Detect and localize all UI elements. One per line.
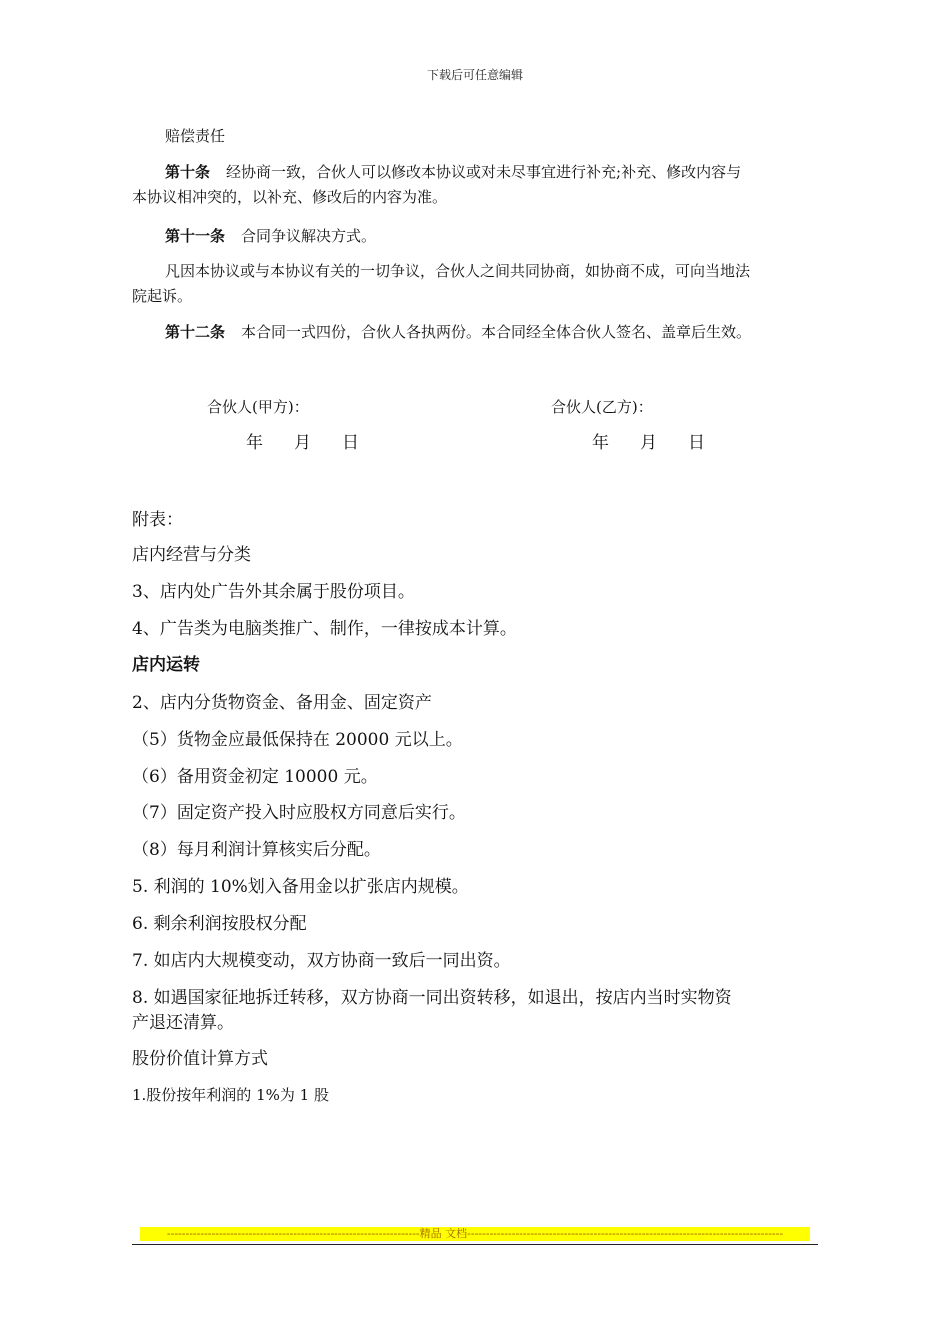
- article-11: [165, 224, 376, 249]
- party-a-month: 月: [294, 433, 311, 453]
- party-b-year: 年: [592, 433, 609, 453]
- list-item-7: 7. 如店内大规模变动，双方协商一致后一同出资。: [132, 951, 511, 971]
- party-a-day: 日: [342, 433, 359, 453]
- section-share-value: 股份价值计算方式: [132, 1049, 268, 1069]
- list-item-4: 4、广告类为电脑类推广、制作，一律按成本计算。: [132, 619, 517, 639]
- article-10-label: 第十条: [165, 163, 211, 181]
- section-business-category: 店内经营与分类: [132, 545, 251, 565]
- sub-item-8: （8）每月利润计算核实后分配。: [132, 840, 381, 860]
- party-b-label: 合伙人(乙方)：: [551, 398, 653, 416]
- list-item-8: 8. 如遇国家征地拆迁转移，双方协商一同出资转移，如退出，按店内当时实物资: [132, 988, 732, 1008]
- section-store-operation: 店内运转: [132, 655, 200, 675]
- party-a-date: [246, 430, 359, 456]
- article-12: [165, 320, 751, 345]
- footer-banner: --------------------------------------------------------------------精品 文档-------------------------------------------------------------------------------------: [140, 1227, 810, 1241]
- article-10-text: 经协商一致，合伙人可以修改本协议或对未尽事宜进行补充;补充、修改内容与: [226, 163, 742, 181]
- sub-item-7: （7）固定资产投入时应股权方同意后实行。: [132, 803, 466, 823]
- footer-divider: [132, 1244, 818, 1245]
- list-item-6: 6. 剩余利润按股权分配: [132, 914, 307, 934]
- article-11-detail-cont: 院起诉。: [132, 287, 193, 305]
- party-a-label: 合伙人(甲方)：: [207, 398, 309, 416]
- sub-item-5: （5）货物金应最低保持在 20000 元以上。: [132, 730, 463, 750]
- page-header: 下载后可任意编辑: [426, 68, 523, 82]
- list-item-3: 3、店内处广告外其余属于股份项目。: [132, 582, 415, 602]
- party-a-year: 年: [246, 433, 263, 453]
- sub-item-6: （6）备用资金初定 10000 元。: [132, 767, 378, 787]
- appendix-title: 附表：: [132, 510, 183, 530]
- article-10-cont: 本协议相冲突的，以补充、修改后的内容为准。: [132, 188, 448, 206]
- party-b-month: 月: [640, 433, 657, 453]
- paragraph-compensation: 赔偿责任: [165, 127, 226, 145]
- share-item-1: 1.股份按年利润的 1%为 1 股: [132, 1086, 329, 1104]
- article-11-label: 第十一条: [165, 227, 226, 245]
- article-11-text: 合同争议解决方式。: [241, 227, 377, 245]
- list-item-8-cont: 产退还清算。: [132, 1013, 234, 1033]
- article-10: [165, 160, 741, 185]
- article-12-text: 本合同一式四份，合伙人各执两份。本合同经全体合伙人签名、盖章后生效。: [241, 323, 752, 341]
- article-11-detail: 凡因本协议或与本协议有关的一切争议，合伙人之间共同协商，如协商不成，可向当地法: [165, 262, 751, 280]
- party-b-day: 日: [688, 433, 705, 453]
- party-b-date: [592, 430, 705, 456]
- article-12-label: 第十二条: [165, 323, 226, 341]
- list-item-5: 5. 利润的 10%划入备用金以扩张店内规模。: [132, 877, 469, 897]
- list-item-2: 2、店内分货物资金、备用金、固定资产: [132, 693, 432, 713]
